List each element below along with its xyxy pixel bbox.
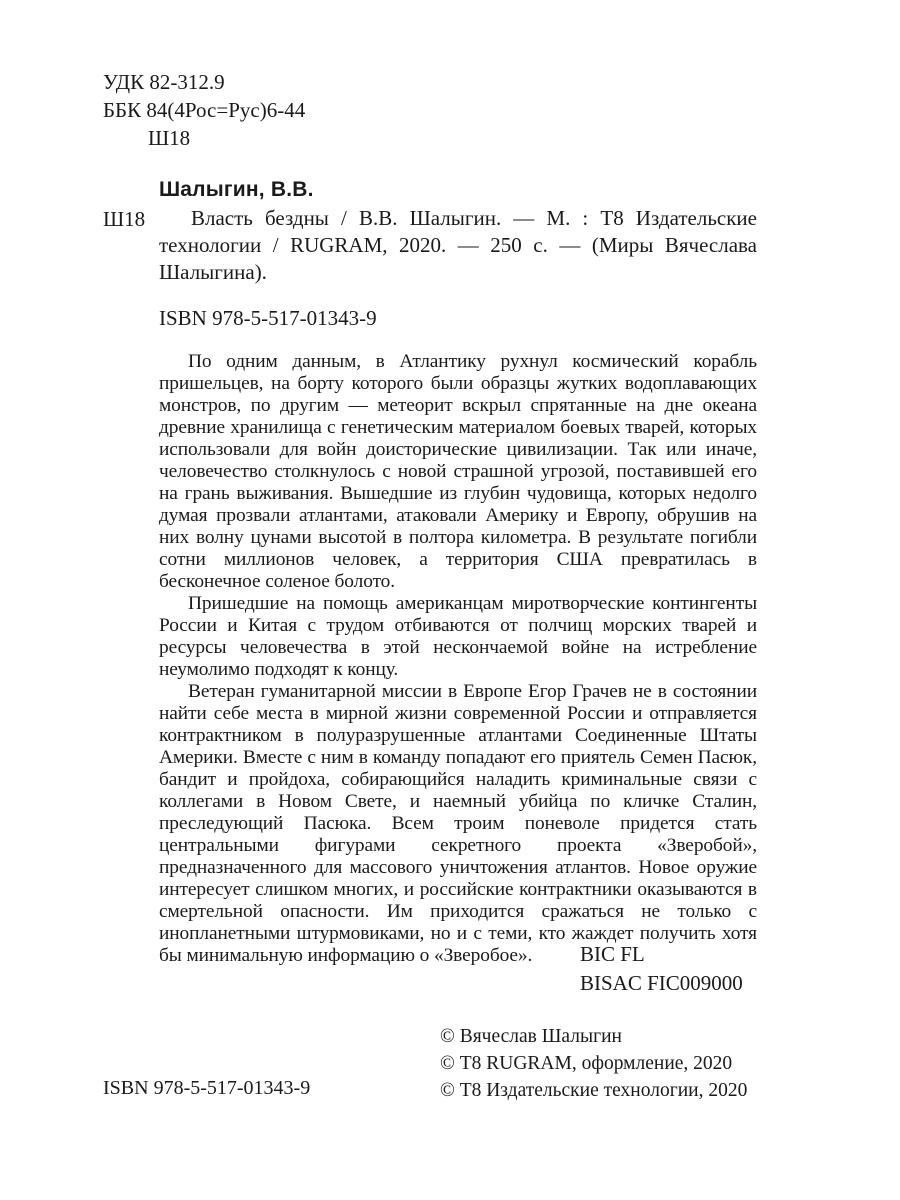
bisac-code: BISAC FIC009000 <box>580 971 743 995</box>
author-sign-side: Ш18 <box>103 207 146 231</box>
annotation <box>159 351 757 967</box>
annotation-paragraph: По одним данным, в Атлантику рухнул космический корабль пришельцев, на борту которого были образцы жутких водоплавающих монстров, по другим — метеорит вскрыл спрятанные на дне океана древние хранилища с генетическим материалом боевых тварей, которых использовали для войн доисторические цивилизации. Так или иначе, человечество столкнулось с новой страшной угрозой, поставившей его на грань выживания. Вышедшие из глубин чудовища, которых недолго думая прозвали атлантами, атаковали Америку и Европу, обрушив на них волну цунами высотой в полтора километра. В результате погибли сотни миллионов человек, а территория США превратилась в бесконечное соленое болото. <box>159 351 757 592</box>
author-heading: Шалыгин, В.В. <box>159 178 314 201</box>
annotation-paragraph: Ветеран гуманитарной миссии в Европе Егор Грачев не в состоянии найти себе места в мирной жизни современной России и отправляется контрактником в полуразрушенные атлантами Соединенные Штаты Америки. Вместе с ним в команду попадают его приятель Семен Пасюк, бандит и пройдоха, собирающийся наладить криминальные связи с коллегами в Новом Свете, и наемный убийца по кличке Сталин, преследующий Пасюка. Всем троим поневоле придется стать центральными фигурами секретного проекта «Зверобой», предназначенного для массового уничтожения атлантов. Новое оружие интересует слишком многих, и российские контрактники оказываются в смертельной опасности. Им приходится сражаться не только с инопланетными штурмовиками, но и с теми, кто жаждет получить хотя бы минимальную информацию о «Зверобое». <box>159 681 757 966</box>
isbn-main: ISBN 978-5-517-01343-9 <box>159 306 377 330</box>
annotation-paragraph: Пришедшие на помощь американцам миротворческие контингенты России и Китая с трудом отбиваются от полчищ морских тварей и ресурсы человечества в этой нескончаемой войне на истребление неумолимо подходят к концу. <box>159 593 757 680</box>
copyright-author: © Вячеслав Шалыгин <box>440 1026 622 1047</box>
author-sign-code: Ш18 <box>148 126 191 150</box>
udk-code: УДК 82-312.9 <box>103 70 225 94</box>
isbn-footer: ISBN 978-5-517-01343-9 <box>103 1077 311 1099</box>
copyright-publisher: © Т8 Издательские технологии, 2020 <box>440 1080 748 1101</box>
copyright-block <box>440 1023 747 1104</box>
bbk-code: ББК 84(4Рос=Рус)6-44 <box>103 98 306 122</box>
bibliographic-description: Власть бездны / В.В. Шалыгин. — М. : Т8 Издательские технологии / RUGRAM, 2020. — 250 с. — (Миры Вячеслава Шалыгина). <box>159 206 757 284</box>
bic-code: BIC FL <box>580 942 645 966</box>
copyright-design: © Т8 RUGRAM, оформление, 2020 <box>440 1053 733 1074</box>
